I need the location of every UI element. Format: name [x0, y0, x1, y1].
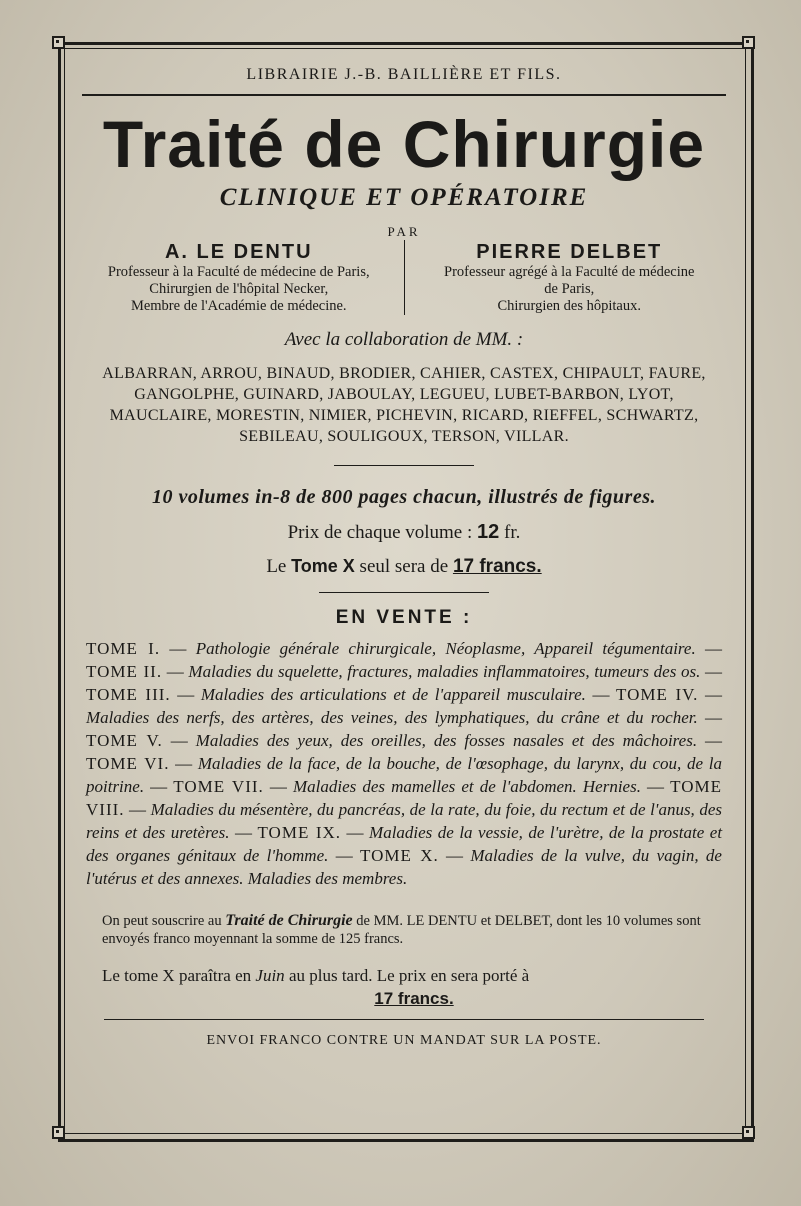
price-text: Prix de chaque volume :: [287, 522, 478, 543]
tome-x-prefix: Le: [266, 556, 292, 577]
authors: [82, 240, 726, 315]
divider: [319, 592, 489, 593]
tome-text: Maladies de la vessie, de l'urètre, de la prostate et des organes génitaux de l'homme.: [86, 823, 723, 865]
subscription-after: de MM. LE DENTU et DELBET, dont les 10 volumes sont envoyés franco moyennant la somme de 125 francs.: [102, 913, 701, 947]
tome-label: TOME X.: [360, 846, 439, 865]
tome-text: Pathologie générale chirurgicale, Néoplasme, Appareil tégumentaire.: [195, 639, 696, 658]
divider: [334, 465, 474, 466]
subscription-work: Traité de Chirurgie: [225, 912, 353, 929]
corner-ornament-icon: [742, 1126, 755, 1139]
tome-x-mid: seul sera de: [354, 556, 453, 577]
tome-text: Maladies des mamelles et de l'abdomen. Hernies.: [292, 777, 641, 796]
author-delbet: [405, 240, 727, 315]
book-title: Traité de Chirurgie: [102, 107, 706, 181]
publication-before: Le tome X paraîtra en: [102, 966, 256, 985]
tome-label: TOME III.: [86, 685, 171, 704]
book-subtitle: CLINIQUE ET OPÉRATOIRE: [219, 184, 589, 211]
author-le-dentu: [82, 240, 405, 315]
tome-label: TOME VII.: [173, 777, 264, 796]
collaborator-names: ALBARRAN, ARROU, BINAUD, BRODIER, CAHIER, CASTEX, CHIPAULT, FAURE, GANGOLPHE, GUINARD, JABOULAY, LEGUEU, LUBET-BARBON, LYOT, MAUCLAIRE, MORESTIN, NIMIER, PICHEVIN, RICARD, RIEFFEL, SCHWARTZ, SEBILEAU, SOULIGOUX, TERSON, VILLAR.: [102, 365, 706, 445]
tome-label: TOME VIII.: [86, 777, 723, 819]
en-vente-heading: EN VENTE :: [335, 607, 473, 628]
tome-label: TOME IX.: [257, 823, 342, 842]
tome-text: Maladies de la face, de la bouche, de l'œsophage, du larynx, du cou, de la poitrine.: [86, 754, 722, 796]
content: [82, 58, 726, 1049]
tomes-list: TOME I. — Pathologie générale chirurgicale, Néoplasme, Appareil tégumentaire. — TOME II. — Maladies du squelette, fractures, maladies inflammatoires, tumeurs des os. — TOME III. — Maladies des articulations et de l'appareil musculaire. — TOME IV. — Maladies des nerfs, des artères, des veines, des lymphatiques, du crâne et du rocher. — TOME V. — Maladies des yeux, des oreilles, des fosses nasales et des mâchoires. — TOME VI. — Maladies de la face, de la bouche, de l'œsophage, du larynx, du cou, de la poitrine. — TOME VII. — Maladies des mamelles et de l'abdomen. Hernies. — TOME VIII. — Maladies du mésentère, du pancréas, de la rate, du foie, du rectum et de l'anus, des reins et des uretères. — TOME IX. — Maladies de la vessie, de l'urètre, de la prostate et des organes génitaux de l'homme. — TOME X. — Maladies de la vulve, du vagin, de l'utérus et des annexes. Maladies des membres.: [86, 639, 723, 888]
publication-price: 17 francs.: [374, 989, 454, 1008]
corner-ornament-icon: [52, 1126, 65, 1139]
tome-text: Maladies du mésentère, du pancréas, de la rate, du foie, du rectum et de l'anus, des reins et des uretères.: [86, 800, 723, 842]
author-name: PIERRE DELBET: [476, 241, 663, 263]
subscription-paragraph: [82, 912, 726, 948]
tome-text: Maladies des articulations et de l'appareil musculaire.: [200, 685, 586, 704]
author-line: de Paris,: [544, 281, 595, 297]
tome-text: Maladies des yeux, des oreilles, des fosses nasales et des mâchoires.: [195, 731, 698, 750]
publication-paragraph: [82, 966, 726, 1009]
divider: [104, 1019, 704, 1020]
tome-text: Maladies du squelette, fractures, maladies inflammatoires, tumeurs des os.: [188, 662, 701, 681]
footer-envoi: ENVOI FRANCO CONTRE UN MANDAT SUR LA POSTE.: [206, 1033, 602, 1048]
price-line: [82, 521, 726, 544]
tome-x-price: 17 francs.: [452, 556, 542, 577]
author-line: Professeur à la Faculté de médecine de Paris,: [107, 264, 370, 280]
tome-label: TOME I.: [86, 639, 161, 658]
tome-label: TOME VI.: [86, 754, 170, 773]
author-line: Chirurgien des hôpitaux.: [497, 298, 641, 314]
corner-ornament-icon: [742, 36, 755, 49]
tome-label: TOME V.: [86, 731, 163, 750]
tome-text: Maladies de la vulve, du vagin, de l'utérus et des annexes. Maladies des membres.: [86, 846, 722, 888]
tome-x-label: Tome X: [291, 556, 355, 576]
subscription-before: On peut souscrire au: [102, 913, 226, 929]
publisher: LIBRAIRIE J.-B. BAILLIÈRE ET FILS.: [82, 66, 726, 96]
publication-after: au plus tard. Le prix en sera porté à: [284, 966, 530, 985]
price-value: 12: [477, 521, 500, 543]
author-name: A. LE DENTU: [164, 241, 313, 263]
author-line: Chirurgien de l'hôpital Necker,: [149, 281, 329, 297]
par-label: PAR: [387, 224, 421, 239]
author-line: Membre de l'Académie de médecine.: [130, 298, 347, 314]
tome-label: TOME II.: [86, 662, 163, 681]
collaboration-intro: Avec la collaboration de MM. :: [284, 329, 524, 350]
tome-text: Maladies des nerfs, des artères, des veines, des lymphatiques, du crâne et du rocher.: [86, 708, 698, 727]
publication-month: Juin: [255, 966, 285, 985]
tome-x-price-line: [82, 556, 726, 578]
volumes-line: 10 volumes in-8 de 800 pages chacun, illustrés de figures.: [151, 486, 656, 508]
author-line: Professeur agrégé à la Faculté de médecine: [444, 264, 695, 280]
corner-ornament-icon: [52, 36, 65, 49]
price-unit: fr.: [499, 522, 521, 543]
tome-label: TOME IV.: [616, 685, 699, 704]
